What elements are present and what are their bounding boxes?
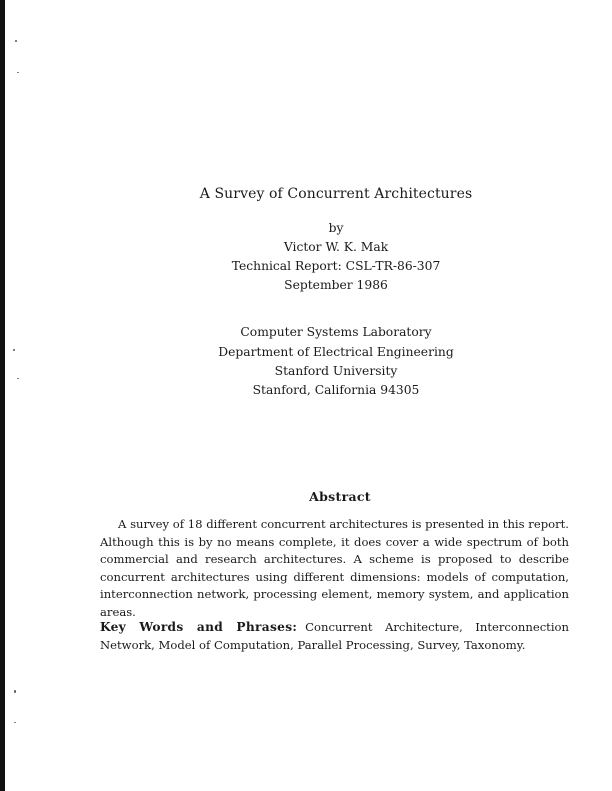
affiliation-address: Stanford, California 94305 [252,383,420,397]
scan-speck [15,40,17,42]
report-date: September 1986 [284,278,388,292]
report-number: Technical Report: CSL-TR-86-307 [231,259,441,273]
scan-speck [14,722,16,723]
affiliation-department: Department of Electrical Engineering [218,345,454,359]
keywords-paragraph [100,619,569,654]
affiliation-university: Stanford University [274,364,398,378]
scan-speck [14,690,16,693]
abstract-body: A survey of 18 different concurrent architectures is presented in this report. Although this is by no means complete, it does cover a wide spectrum of both commercial and research architectures. A scheme is proposed to describe concurrent architectures using different dimensions: models of computation, interconnection network, processing element, memory system, and application areas. [100,517,569,619]
author-name: Victor W. K. Mak [283,240,389,254]
abstract-heading: Abstract [309,489,371,504]
report-title: A Survey of Concurrent Architectures [199,186,473,202]
scan-speck [17,72,19,73]
byline-by: by [328,221,344,235]
keywords-label: Key Words and Phrases: [100,620,298,634]
affiliation-lab: Computer Systems Laboratory [240,325,432,339]
keywords-text: Concurrent Architecture, Interconnection Network, Model of Computation, Parallel Processing, Survey, Taxonomy. [100,620,569,652]
